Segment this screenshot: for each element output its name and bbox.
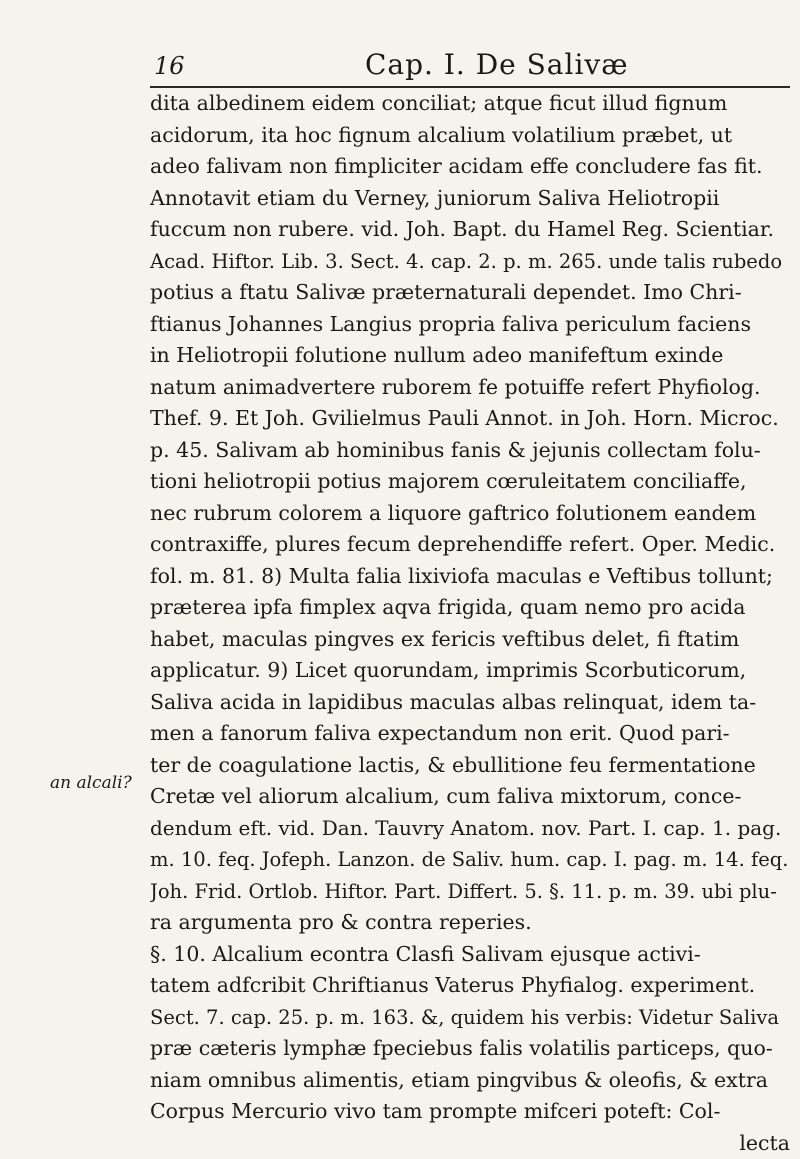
- text-line: Sect. 7. cap. 25. p. m. 163. &, quidem his verbis: Videtur Saliva: [150, 1002, 790, 1034]
- running-head: Cap. I. De Salivæ: [365, 48, 629, 81]
- text-line: tioni heliotropii potius majorem cœruleitatem conciliaffe,: [150, 466, 790, 498]
- text-line: men a fanorum faliva expectandum non erit. Quod pari-: [150, 718, 790, 750]
- margin-note: an alcali?: [50, 773, 132, 793]
- page-header: [150, 44, 790, 84]
- text-line: ra argumenta pro & contra reperies.: [150, 907, 790, 939]
- text-line: applicatur. 9) Licet quorundam, imprimis Scorbuticorum,: [150, 655, 790, 687]
- body-text: [150, 88, 790, 1159]
- text-line: dendum eft. vid. Dan. Tauvry Anatom. nov. Part. I. cap. 1. pag.: [150, 813, 790, 845]
- text-line: acidorum, ita hoc fignum alcalium volatilium præbet, ut: [150, 120, 790, 152]
- text-line: Cretæ vel aliorum alcalium, cum faliva mixtorum, conce-: [150, 781, 790, 813]
- text-line: p. 45. Salivam ab hominibus fanis & jejunis collectam folu-: [150, 435, 790, 467]
- text-line: Joh. Frid. Ortlob. Hiftor. Part. Differt. 5. §. 11. p. m. 39. ubi plu-: [150, 876, 790, 908]
- text-line: adeo falivam non fimpliciter acidam effe concludere fas fit.: [150, 151, 790, 183]
- text-line: fol. m. 81. 8) Multa falia lixiviofa maculas e Veftibus tollunt;: [150, 561, 790, 593]
- catchword: lecta: [150, 1128, 790, 1159]
- text-line: potius a ftatu Salivæ præternaturali dependet. Imo Chri-: [150, 277, 790, 309]
- text-line: ftianus Johannes Langius propria faliva periculum faciens: [150, 309, 790, 341]
- text-line: Thef. 9. Et Joh. Gvilielmus Pauli Annot. in Joh. Horn. Microc.: [150, 403, 790, 435]
- text-line: præ cæteris lymphæ fpeciebus falis volatilis particeps, quo-: [150, 1033, 790, 1065]
- text-line: m. 10. feq. Jofeph. Lanzon. de Saliv. hum. cap. I. pag. m. 14. feq.: [150, 844, 790, 876]
- text-line: ter de coagulatione lactis, & ebullitione feu fermentatione: [150, 750, 790, 782]
- text-line: Acad. Hiftor. Lib. 3. Sect. 4. cap. 2. p. m. 265. unde talis rubedo: [150, 246, 790, 278]
- text-line: Corpus Mercurio vivo tam prompte mifceri poteft: Col-: [150, 1096, 790, 1128]
- text-line: præterea ipfa fimplex aqva frigida, quam nemo pro acida: [150, 592, 790, 624]
- text-line: in Heliotropii folutione nullum adeo manifeftum exinde: [150, 340, 790, 372]
- text-line: Saliva acida in lapidibus maculas albas relinquat, idem ta-: [150, 687, 790, 719]
- text-line: natum animadvertere ruborem fe potuiffe refert Phyfiolog.: [150, 372, 790, 404]
- text-line: nec rubrum colorem a liquore gaftrico folutionem eandem: [150, 498, 790, 530]
- text-line: contraxiffe, plures fecum deprehendiffe refert. Oper. Medic.: [150, 529, 790, 561]
- text-line: dita albedinem eidem conciliat; atque ficut illud fignum: [150, 88, 790, 120]
- page-number: 16: [154, 52, 185, 80]
- text-line: §. 10. Alcalium econtra Clasfi Salivam ejusque activi-: [150, 939, 790, 971]
- text-line: habet, maculas pingves ex fericis veftibus delet, fi ftatim: [150, 624, 790, 656]
- text-line: Annotavit etiam du Verney, juniorum Saliva Heliotropii: [150, 183, 790, 215]
- text-line: tatem adfcribit Chriftianus Vaterus Phyfialog. experiment.: [150, 970, 790, 1002]
- text-line: niam omnibus alimentis, etiam pingvibus & oleofis, & extra: [150, 1065, 790, 1097]
- text-line: fuccum non rubere. vid. Joh. Bapt. du Hamel Reg. Scientiar.: [150, 214, 790, 246]
